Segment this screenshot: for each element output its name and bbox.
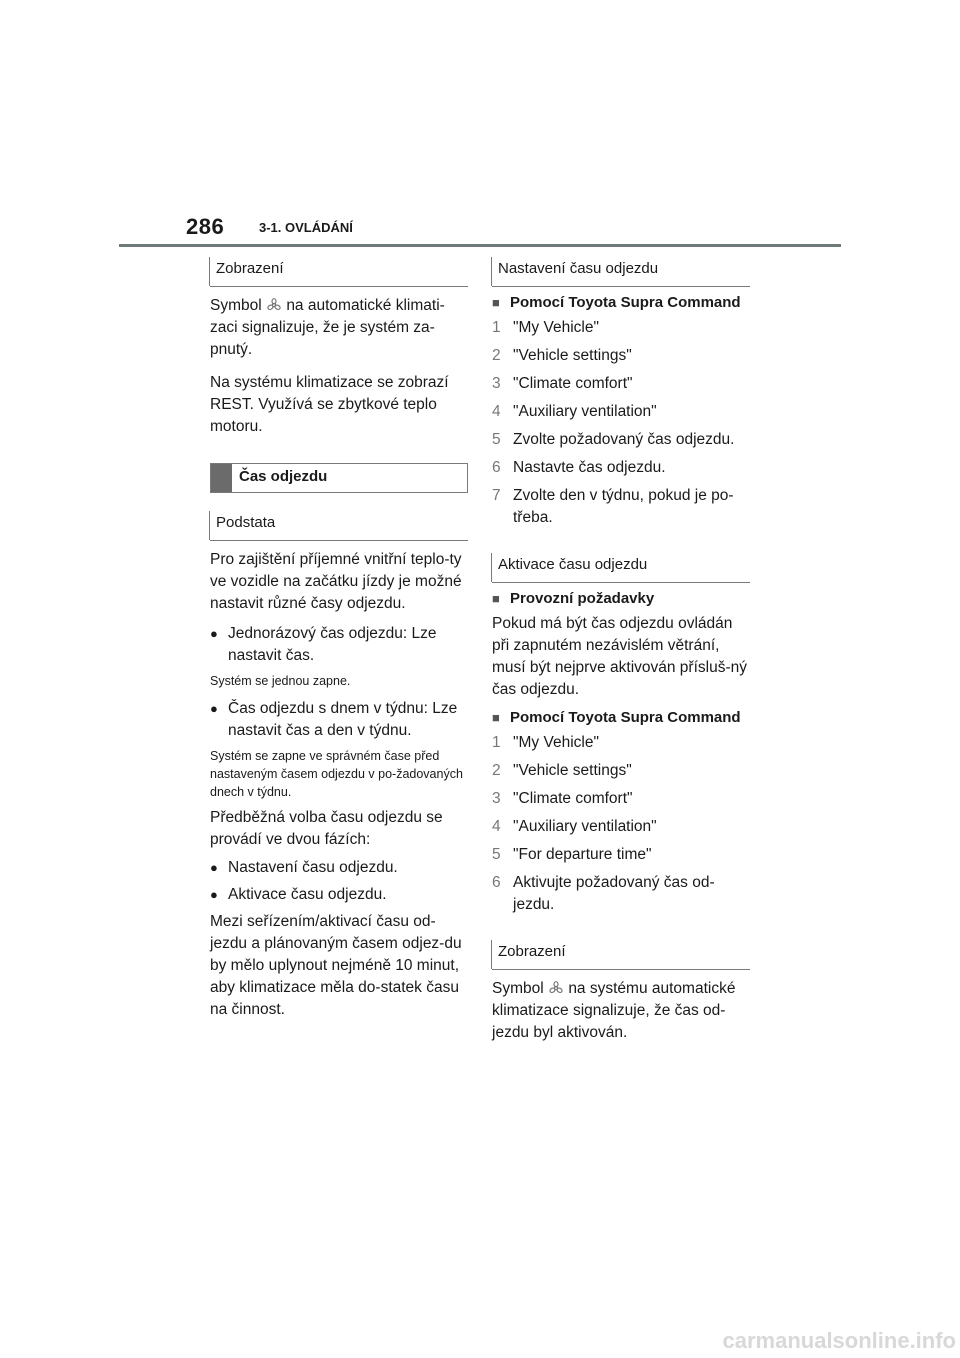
subheading-set-departure: Nastavení času odjezdu [492, 253, 750, 287]
paragraph-timing: Mezi seřízením/aktivací času od-jezdu a plánovaným časem odjez-du by mělo uplynout nejméně 10 minut, aby klimatizace měla do-statek času na činnost. [210, 913, 462, 1018]
step-number: 7 [492, 487, 501, 504]
step-number: 6 [492, 459, 501, 476]
step-text: "For departure time" [513, 846, 652, 863]
step-number: 5 [492, 431, 501, 448]
heading-marker [211, 464, 232, 492]
step-text: "Vehicle settings" [513, 347, 632, 364]
step-number: 6 [492, 874, 501, 891]
step-item [492, 760, 750, 782]
bullet-item: ● Nastavení času odjezdu. [210, 859, 398, 876]
step-text: Nastavte čas odjezdu. [513, 459, 666, 476]
subheading-principle: Podstata [210, 507, 468, 541]
subheading-display: Zobrazení [210, 253, 468, 287]
step-item [492, 345, 750, 367]
step-item [492, 816, 750, 838]
subheading-activate-departure: Aktivace času odjezdu [492, 549, 750, 583]
paragraph-intro: Pro zajištění příjemné vnitřní teplo-ty ve vozidle na začátku jízdy je možné nastavit různé časy odjezdu. [210, 551, 462, 612]
fan-icon [266, 298, 282, 312]
step-text: "My Vehicle" [513, 734, 599, 751]
step-text: "Vehicle settings" [513, 762, 632, 779]
section-box-heading [210, 463, 468, 493]
bullet-item: ● Jednorázový čas odjezdu: Lze nastavit čas. [210, 625, 437, 664]
step-item [492, 872, 750, 916]
step-number: 2 [492, 762, 501, 779]
paragraph-symbol: Symbol na automatické klimati-zaci signalizuje, že je systém za-pnutý. [210, 297, 445, 358]
step-text: "Auxiliary ventilation" [513, 818, 657, 835]
fan-icon [548, 981, 564, 995]
note-text: Systém se zapne ve správném čase před nastaveným časem odjezdu v po-žadovaných dnech v týdnu. [210, 749, 463, 799]
step-text: Zvolte den v týdnu, pokud je po-třeba. [513, 487, 734, 526]
step-number: 4 [492, 403, 501, 420]
section-title: 3-1. OVLÁDÁNÍ [259, 220, 353, 235]
paragraph-rest: Na systému klimatizace se zobrazí REST. Využívá se zbytkové teplo motoru. [210, 374, 449, 435]
subheading-display: Zobrazení [492, 936, 750, 970]
paragraph-requirements: Pokud má být čas odjezdu ovládán při zapnutém nezávislém větrání, musí být nejprve aktivován přísluš-ný čas odjezdu. [492, 615, 747, 698]
box-heading-text: Čas odjezdu [239, 468, 328, 485]
step-text: Zvolte požadovaný čas odjezdu. [513, 431, 735, 448]
step-number: 5 [492, 846, 501, 863]
requirements-heading: ■ Provozní požadavky [492, 590, 655, 607]
bullet-item: ● Čas odjezdu s dnem v týdnu: Lze nastavit čas a den v týdnu. [210, 700, 458, 739]
right-column [492, 253, 750, 1044]
step-item [492, 401, 750, 423]
step-text: "Auxiliary ventilation" [513, 403, 657, 420]
header-rule [119, 244, 841, 247]
step-number: 1 [492, 734, 501, 751]
procedure-heading: ■ Pomocí Toyota Supra Command [492, 709, 741, 726]
step-item [492, 788, 750, 810]
step-list [492, 317, 750, 529]
step-item [492, 429, 750, 451]
watermark: carmanualsonline.info [722, 1328, 956, 1353]
page-number: 286 [186, 214, 225, 239]
note-text: Systém se jednou zapne. [210, 674, 351, 688]
step-item [492, 732, 750, 754]
procedure-heading: ■ Pomocí Toyota Supra Command [492, 294, 741, 311]
step-text: "Climate comfort" [513, 790, 633, 807]
left-column [210, 253, 468, 1021]
step-text: "My Vehicle" [513, 319, 599, 336]
step-item [492, 373, 750, 395]
step-item [492, 844, 750, 866]
step-text: Aktivujte požadovaný čas od-jezdu. [513, 874, 715, 913]
paragraph-phases: Předběžná volba času odjezdu se provádí ve dvou fázích: [210, 809, 443, 848]
step-number: 4 [492, 818, 501, 835]
step-text: "Climate comfort" [513, 375, 633, 392]
step-number: 2 [492, 347, 501, 364]
step-item [492, 485, 750, 529]
step-list [492, 732, 750, 916]
step-item [492, 457, 750, 479]
paragraph-symbol: Symbol na systému automatické klimatizace signalizuje, že čas od-jezdu byl aktivován. [492, 980, 736, 1041]
step-number: 3 [492, 375, 501, 392]
bullet-item: ● Aktivace času odjezdu. [210, 886, 387, 903]
step-number: 3 [492, 790, 501, 807]
step-number: 1 [492, 319, 501, 336]
step-item [492, 317, 750, 339]
